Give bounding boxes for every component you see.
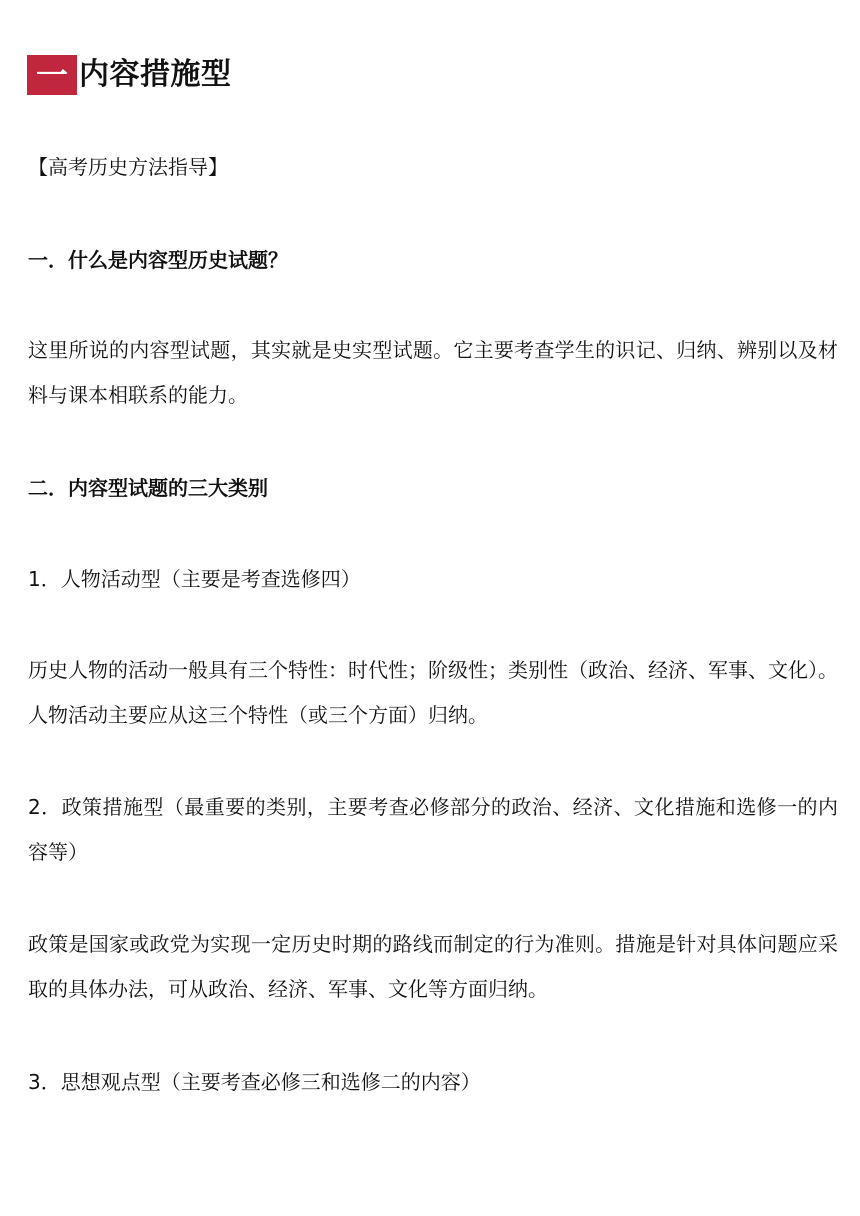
heading-three-categories: 二．内容型试题的三大类别 [28,476,268,500]
paragraph-definition: 这里所说的内容型试题，其实就是史实型试题。它主要考查学生的识记、归纳、辨别以及材料与课本相联系的能力。 [28,338,838,407]
heading-what-is-content-question: 一．什么是内容型历史试题？ [28,248,288,272]
section-number-badge: 一 [27,55,77,95]
category-title-thought-viewpoint: 3．思想观点型（主要考查必修三和选修二的内容） [28,1070,481,1094]
category-title-person-activity: 1．人物活动型（主要是考查选修四） [28,567,361,591]
guide-label: 【高考历史方法指导】 [28,155,228,179]
section-title: 内容措施型 [79,57,232,92]
category-title-policy-measure: 2．政策措施型（最重要的类别，主要考查必修部分的政治、经济、文化措施和选修一的内容等） [28,795,838,864]
paragraph-person-activity: 历史人物的活动一般具有三个特性：时代性；阶级性；类别性（政治、经济、军事、文化）。人物活动主要应从这三个特性（或三个方面）归纳。 [28,658,838,727]
paragraph-policy-measure: 政策是国家或政党为实现一定历史时期的路线而制定的行为准则。措施是针对具体问题应采取的具体办法，可从政治、经济、军事、文化等方面归纳。 [28,932,838,1001]
section-header [27,55,232,95]
